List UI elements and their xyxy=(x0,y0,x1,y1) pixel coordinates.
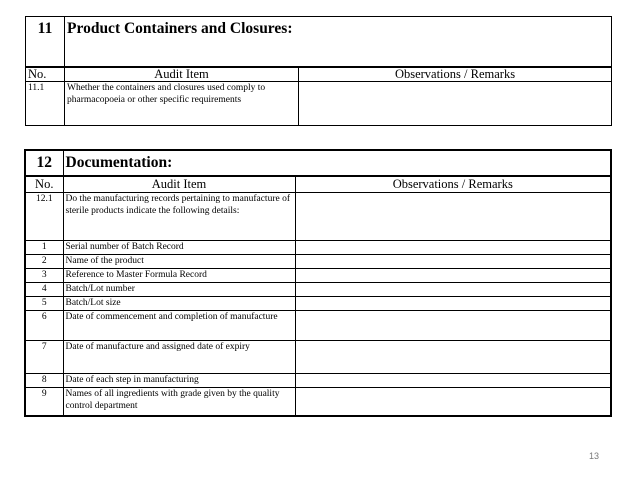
section-title: Documentation: xyxy=(63,150,611,176)
audit-item: Date of manufacture and assigned date of expiry xyxy=(63,341,295,374)
observations-cell[interactable] xyxy=(295,374,611,388)
table-row xyxy=(25,241,611,255)
item-number: 5 xyxy=(25,297,63,311)
column-header-no: No. xyxy=(26,67,65,82)
item-number: 9 xyxy=(25,388,63,416)
observations-cell[interactable] xyxy=(295,297,611,311)
column-header-row xyxy=(26,67,612,82)
observations-cell[interactable] xyxy=(295,241,611,255)
observations-cell[interactable] xyxy=(295,269,611,283)
table-row xyxy=(25,283,611,297)
item-number: 11.1 xyxy=(26,82,65,126)
section-header xyxy=(25,150,611,176)
table-row xyxy=(25,193,611,241)
table-row xyxy=(26,82,612,126)
table-row xyxy=(25,388,611,416)
item-number: 4 xyxy=(25,283,63,297)
section-header xyxy=(26,17,612,68)
audit-item: Names of all ingredients with grade given by the quality control department xyxy=(63,388,295,416)
column-header-no: No. xyxy=(25,176,63,193)
item-number: 8 xyxy=(25,374,63,388)
column-header-row xyxy=(25,176,611,193)
observations-cell[interactable] xyxy=(295,341,611,374)
table-row xyxy=(25,311,611,341)
table-row xyxy=(25,255,611,269)
item-number: 1 xyxy=(25,241,63,255)
column-header-audit-item: Audit Item xyxy=(63,176,295,193)
audit-item: Whether the containers and closures used comply to pharmacopoeia or other specific requirements xyxy=(65,82,299,126)
section-12-table xyxy=(24,149,612,417)
page-number: 13 xyxy=(589,451,600,461)
audit-item: Date of each step in manufacturing xyxy=(63,374,295,388)
observations-cell[interactable] xyxy=(295,388,611,416)
table-row xyxy=(25,297,611,311)
observations-cell[interactable] xyxy=(295,193,611,241)
item-number: 12.1 xyxy=(25,193,63,241)
observations-cell[interactable] xyxy=(295,311,611,341)
column-header-observations: Observations / Remarks xyxy=(299,67,612,82)
section-title: Product Containers and Closures: xyxy=(65,17,612,68)
item-number: 7 xyxy=(25,341,63,374)
audit-item: Serial number of Batch Record xyxy=(63,241,295,255)
observations-cell[interactable] xyxy=(299,82,612,126)
audit-item: Date of commencement and completion of manufacture xyxy=(63,311,295,341)
item-number: 6 xyxy=(25,311,63,341)
column-header-audit-item: Audit Item xyxy=(65,67,299,82)
section-number: 11 xyxy=(26,17,65,68)
section-number: 12 xyxy=(25,150,63,176)
table-row xyxy=(25,341,611,374)
observations-cell[interactable] xyxy=(295,255,611,269)
table-row xyxy=(25,374,611,388)
item-number: 2 xyxy=(25,255,63,269)
section-11-table xyxy=(25,16,612,126)
audit-item: Do the manufacturing records pertaining to manufacture of sterile products indicate the following details: xyxy=(63,193,295,241)
table-row xyxy=(25,269,611,283)
audit-item: Batch/Lot number xyxy=(63,283,295,297)
item-number: 3 xyxy=(25,269,63,283)
audit-item: Name of the product xyxy=(63,255,295,269)
column-header-observations: Observations / Remarks xyxy=(295,176,611,193)
observations-cell[interactable] xyxy=(295,283,611,297)
audit-item: Reference to Master Formula Record xyxy=(63,269,295,283)
audit-item: Batch/Lot size xyxy=(63,297,295,311)
